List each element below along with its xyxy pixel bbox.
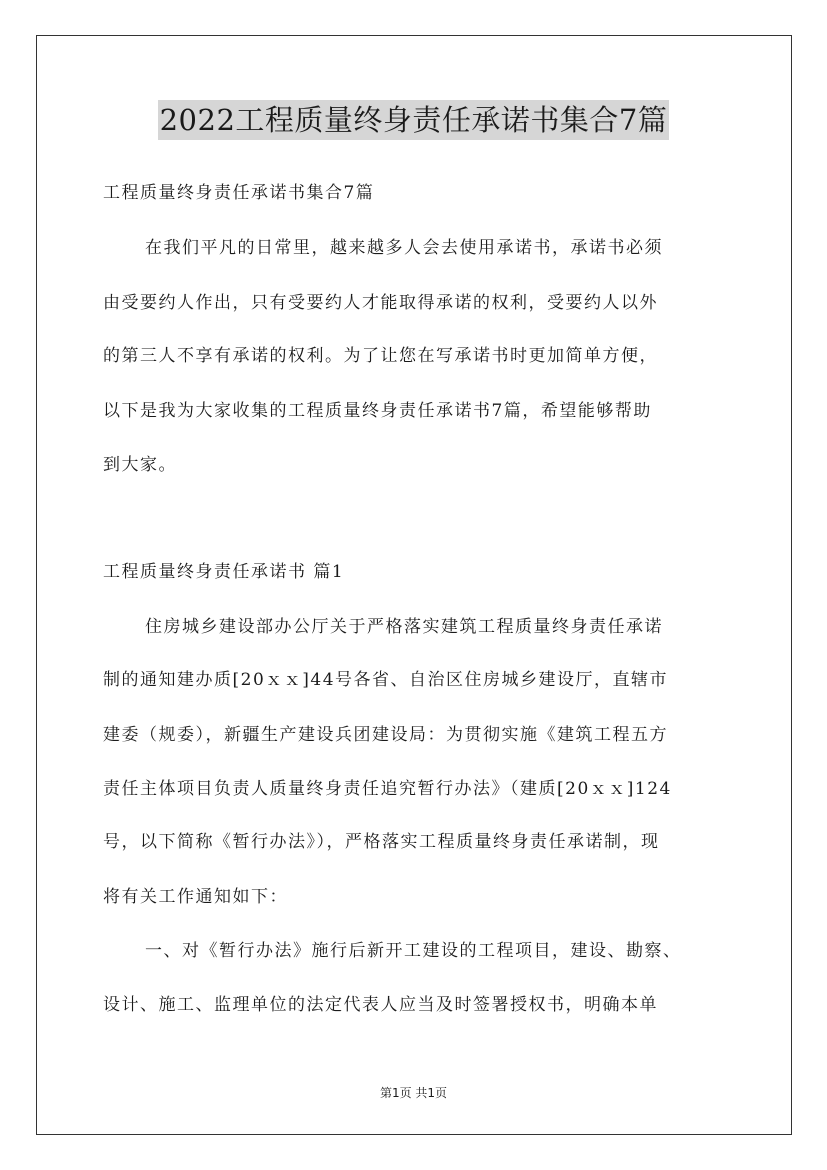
intro-line: 以下是我为大家收集的工程质量终身责任承诺书7篇，希望能够帮助 <box>103 401 652 421</box>
body-line: 一、对《暂行办法》施行后新开工建设的工程项目，建设、勘察、 <box>145 941 682 961</box>
document-title: 2022工程质量终身责任承诺书集合7篇 <box>158 100 670 140</box>
document-subtitle: 工程质量终身责任承诺书集合7篇 <box>103 183 375 203</box>
body-line: 将有关工作通知如下： <box>103 887 288 907</box>
body-line: 住房城乡建设部办公厅关于严格落实建筑工程质量终身责任承诺 <box>145 617 663 637</box>
intro-line: 在我们平凡的日常里，越来越多人会去使用承诺书，承诺书必须 <box>145 238 663 258</box>
intro-line: 由受要约人作出，只有受要约人才能取得承诺的权利，受要约人以外 <box>103 293 658 313</box>
body-line: 号，以下简称《暂行办法》），严格落实工程质量终身责任承诺制，现 <box>103 832 660 852</box>
body-line: 责任主体项目负责人质量终身责任追究暂行办法》（建质[20ｘｘ]124 <box>103 779 672 799</box>
body-line: 制的通知建办质[20ｘｘ]44号各省、自治区住房城乡建设厅，直辖市 <box>103 670 669 690</box>
intro-line: 的第三人不享有承诺的权利。为了让您在写承诺书时更加简单方便， <box>103 346 658 366</box>
title-container <box>0 100 827 140</box>
body-line: 建委（规委），新疆生产建设兵团建设局：为贯彻实施《建筑工程五方 <box>103 725 668 745</box>
intro-line: 到大家。 <box>103 455 177 475</box>
body-line: 设计、施工、监理单位的法定代表人应当及时签署授权书，明确本单 <box>103 995 658 1015</box>
section-heading: 工程质量终身责任承诺书 篇1 <box>103 562 345 582</box>
page-footer: 第1页 共1页 <box>379 1086 448 1100</box>
